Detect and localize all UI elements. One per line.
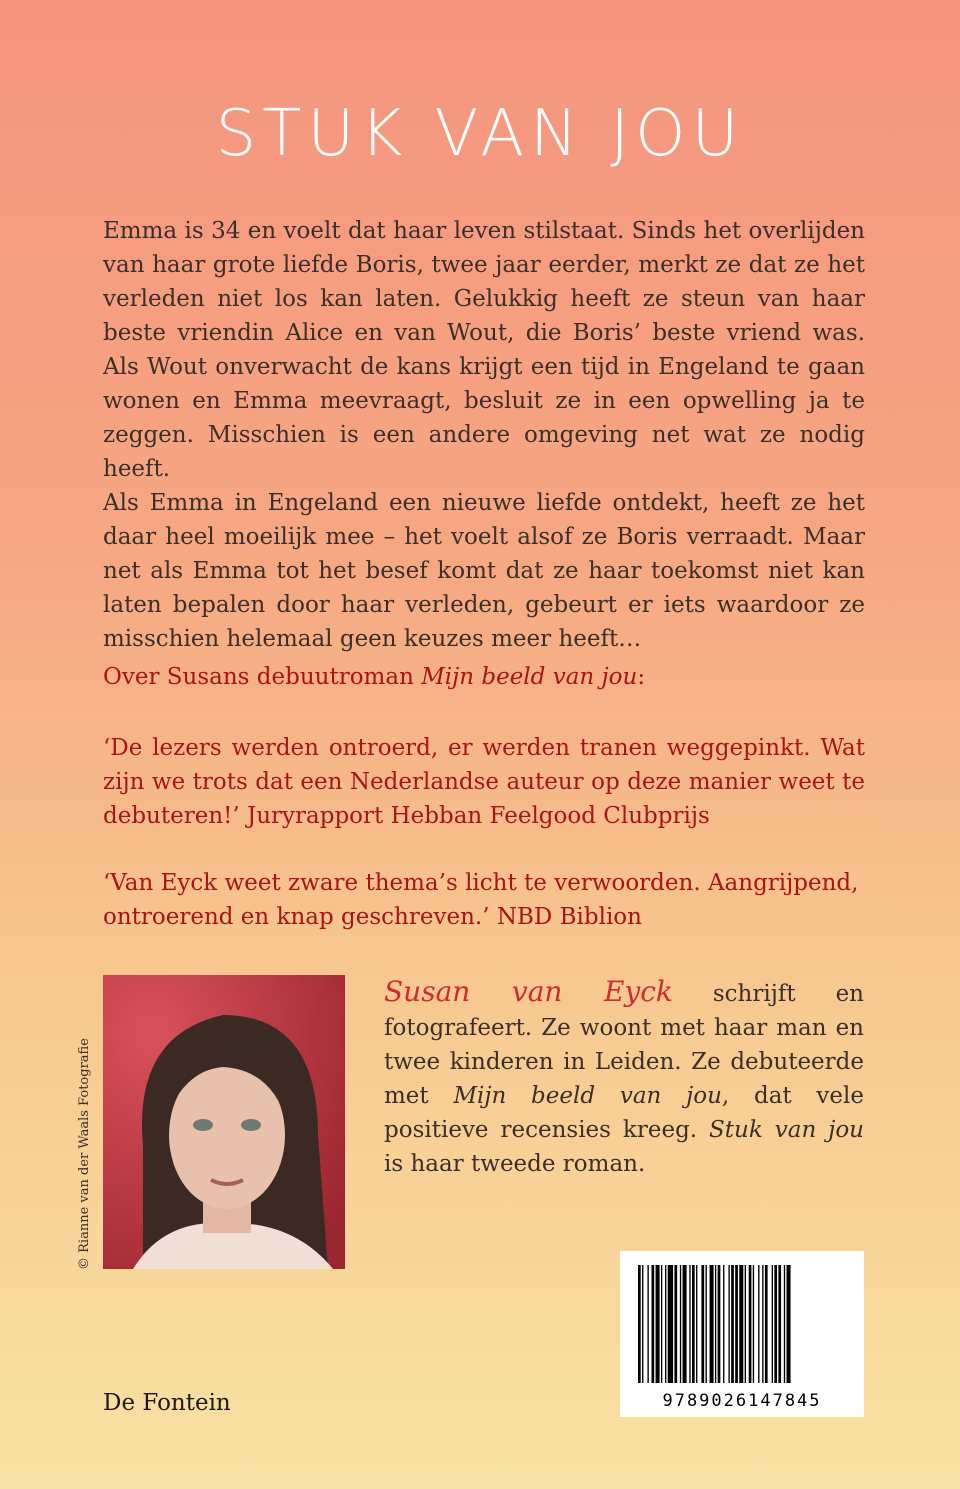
barcode-bar <box>735 1265 738 1383</box>
barcode-bar <box>680 1265 681 1383</box>
author-bio <box>384 975 864 1181</box>
barcode-bar <box>710 1265 714 1383</box>
debut-heading-suffix: : <box>637 664 646 690</box>
barcode-bar <box>784 1265 785 1383</box>
barcode-bar <box>689 1265 690 1383</box>
barcode-bar <box>692 1265 695 1383</box>
barcode-bar <box>774 1265 777 1383</box>
barcode-bar <box>749 1265 752 1383</box>
barcode-bar <box>778 1265 781 1383</box>
barcode-bar <box>652 1265 655 1383</box>
barcode-bar <box>723 1265 724 1383</box>
barcode-bar <box>696 1265 697 1383</box>
blurb-paragraph-2: Als Emma in Engeland een nieuwe liefde ontdekt, heeft ze het daar heel moeilijk mee – het voelt alsof ze Boris verraadt. Maar net als Emma tot het besef komt dat ze haar toekomst niet kan laten bepalen door haar verleden, gebeurt er iets waardoor ze misschien helemaal geen keuzes meer heeft… <box>103 490 865 652</box>
bio-text-3: is haar tweede roman. <box>384 1151 646 1177</box>
barcode-bar <box>718 1265 721 1383</box>
review-quote-1: ‘De lezers werden ontroerd, er werden tranen weggepinkt. Wat zijn we trots dat een Nederlandse auteur op deze manier weet te debuteren!’ Juryrapport Hebban Feelgood Clubprijs <box>103 735 865 829</box>
barcode-bar <box>701 1265 704 1383</box>
barcode-bar <box>665 1265 666 1383</box>
barcode-bar <box>661 1265 662 1383</box>
barcode-bar <box>731 1265 734 1383</box>
debut-title: Mijn beeld van jou <box>421 664 638 690</box>
barcode-bar <box>762 1265 763 1383</box>
bio-text-1: schrijft en fotografeert. Ze woont met haar man en twee kinderen in Leiden. Ze debuteerde met <box>384 981 864 1109</box>
barcode-bar <box>765 1265 768 1383</box>
isbn-number: 9789026147845 <box>662 1391 822 1411</box>
barcode-bar <box>638 1265 641 1383</box>
barcode-bar <box>656 1265 660 1383</box>
author-portrait-image <box>103 975 345 1269</box>
barcode-bar <box>647 1265 648 1383</box>
blurb-paragraph-1: Emma is 34 en voelt dat haar leven stilstaat. Sinds het overlijden van haar grote liefde Boris, twee jaar eerder, merkt ze dat ze het verleden niet los kan laten. Gelukkig heeft ze steun van haar beste vriendin Alice en van Wout, die Boris’ beste vriend was. Als Wout onverwacht de kans krijgt een tijd in Engeland te gaan wonen en Emma meevraagt, besluit ze in een opwelling ja te zeggen. Misschien is een andere omgeving net wat ze nodig heeft. <box>103 218 865 482</box>
blurb <box>103 214 865 656</box>
barcode-bar <box>642 1265 643 1383</box>
barcode-bar <box>668 1265 673 1383</box>
debut-heading <box>103 660 865 694</box>
photo-credit: © Rianne van der Waals Fotografie <box>77 1038 92 1270</box>
author-photo <box>103 975 345 1269</box>
book-title: STUK VAN JOU <box>215 97 745 171</box>
bio-title-1: Mijn beeld van jou <box>453 1083 722 1109</box>
barcode-bar <box>787 1265 791 1383</box>
publisher: De Fontein <box>103 1390 231 1416</box>
barcode-bar <box>739 1265 743 1383</box>
barcode-bar <box>715 1265 716 1383</box>
bio-title-2: Stuk van jou <box>709 1117 864 1143</box>
barcode-bar <box>745 1265 746 1383</box>
barcode-bar <box>772 1265 773 1383</box>
author-name: Susan van Eyck <box>384 975 673 1008</box>
barcode-bar <box>674 1265 677 1383</box>
review-quote-2: ‘Van Eyck weet zware thema’s licht te verwoorden. Aangrijpend, ontroerend en knap geschreven.’ NBD Biblion <box>103 870 859 930</box>
bio-text-2: , dat vele positieve recensies kreeg. <box>384 1083 865 1143</box>
barcode-bar <box>758 1265 759 1383</box>
barcode-bar <box>683 1265 687 1383</box>
debut-heading-prefix: Over Susans debuutroman <box>103 664 422 690</box>
barcode-bar <box>753 1265 754 1383</box>
barcode <box>620 1251 864 1417</box>
barcode-bar <box>706 1265 707 1383</box>
barcode-bar <box>728 1265 729 1383</box>
